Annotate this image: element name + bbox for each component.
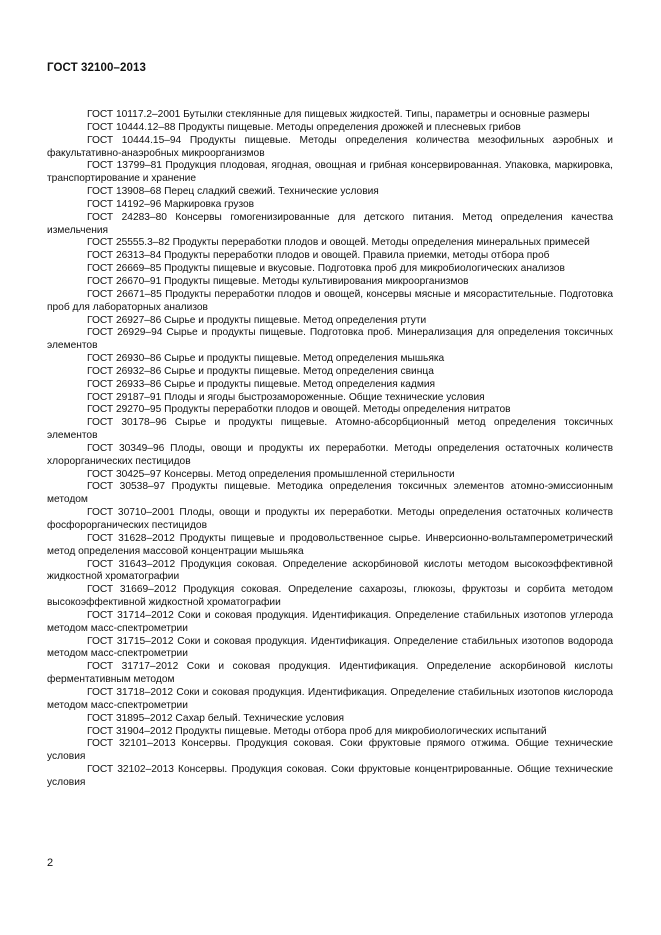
reference-item: ГОСТ 29187–91 Плоды и ягоды быстрозамороженные. Общие технические условия — [87, 391, 485, 403]
reference-item: ГОСТ 26930–86 Сырье и продукты пищевые. Метод определения мышьяка — [87, 353, 445, 365]
reference-item: ГОСТ 26927–86 Сырье и продукты пищевые. Метод определения ртути — [87, 314, 427, 326]
reference-item: ГОСТ 31904–2012 Продукты пищевые. Методы отбора проб для микробиологических испытаний — [87, 725, 547, 737]
reference-item: ГОСТ 31717–2012 Соки и соковая продукция. Идентификация. Определение аскорбиновой кислоты ферментативным методом — [47, 661, 613, 686]
reference-item: ГОСТ 26932–86 Сырье и продукты пищевые. Метод определения свинца — [87, 365, 434, 377]
reference-item: ГОСТ 13908–68 Перец сладкий свежий. Технические условия — [87, 186, 379, 198]
reference-item: ГОСТ 30710–2001 Плоды, овощи и продукты их переработки. Методы определения остаточных количеств фосфорорганических пестицидов — [47, 507, 613, 531]
reference-item: ГОСТ 31895–2012 Сахар белый. Технические условия — [87, 712, 345, 724]
reference-item: ГОСТ 30349–96 Плоды, овощи и продукты их переработки. Методы определения остаточных количеств хлорорганических пестицидов — [47, 442, 613, 467]
reference-item: ГОСТ 13799–81 Продукция плодовая, ягодная, овощная и грибная консервированная. Упаковка, маркировка, транспортирование и хранение — [47, 160, 613, 185]
reference-item: ГОСТ 32102–2013 Консервы. Продукция соковая. Соки фруктовые концентрированные. Общие технические условия — [47, 764, 613, 788]
reference-item: ГОСТ 31718–2012 Соки и соковая продукция. Идентификация. Определение стабильных изотопов кислорода методом масс-спектрометрии — [47, 686, 613, 711]
reference-item: ГОСТ 31628–2012 Продукты пищевые и продовольственное сырье. Инверсионно-вольтамперометрический метод определения массовой концентрации мышьяка — [47, 532, 613, 557]
document-header: ГОСТ 32100–2013 — [47, 62, 147, 74]
reference-item: ГОСТ 30538–97 Продукты пищевые. Методика определения токсичных элементов атомно-эмиссионным методом — [47, 481, 613, 506]
reference-item: ГОСТ 31669–2012 Продукция соковая. Определение сахарозы, глюкозы, фруктозы и сорбита методом высокоэффективной жидкостной хроматографии — [47, 584, 613, 609]
reference-item: ГОСТ 10444.15–94 Продукты пищевые. Методы определения количества мезофильных аэробных и факультативно-анаэробных микроорганизмов — [47, 134, 613, 159]
reference-item: ГОСТ 31643–2012 Продукция соковая. Определение аскорбиновой кислоты методом высокоэффективной жидкостной хроматографии — [47, 558, 613, 583]
page-number: 2 — [47, 857, 54, 869]
reference-item: ГОСТ 31715–2012 Соки и соковая продукция. Идентификация. Определение стабильных изотопов водорода методом масс-спектрометрии — [47, 635, 613, 660]
reference-item: ГОСТ 26670–91 Продукты пищевые. Методы культивирования микроорганизмов — [87, 275, 469, 287]
reference-item: ГОСТ 10117.2–2001 Бутылки стеклянные для пищевых жидкостей. Типы, параметры и основные размеры — [87, 109, 590, 120]
normative-references-list — [47, 109, 613, 790]
reference-item: ГОСТ 24283–80 Консервы гомогенизированные для детского питания. Метод определения качества измельчения — [47, 211, 613, 236]
reference-item: ГОСТ 25555.3–82 Продукты переработки плодов и овощей. Методы определения минеральных примесей — [87, 237, 590, 249]
reference-item: ГОСТ 29270–95 Продукты переработки плодов и овощей. Методы определения нитратов — [87, 404, 511, 416]
reference-item: ГОСТ 10444.12–88 Продукты пищевые. Методы определения дрожжей и плесневых грибов — [87, 121, 521, 133]
reference-item: ГОСТ 26671–85 Продукты переработки плодов и овощей, консервы мясные и мясорастительные. Подготовка проб для лабораторных анализов — [47, 288, 613, 313]
reference-item: ГОСТ 30425–97 Консервы. Метод определения промышленной стерильности — [87, 468, 455, 480]
reference-item: ГОСТ 26933–86 Сырье и продукты пищевые. Метод определения кадмия — [87, 378, 436, 390]
reference-item: ГОСТ 26929–94 Сырье и продукты пищевые. Подготовка проб. Минерализация для определения токсичных элементов — [47, 327, 613, 352]
reference-item: ГОСТ 14192–96 Маркировка грузов — [87, 198, 255, 210]
reference-item: ГОСТ 30178–96 Сырье и продукты пищевые. Атомно-абсорбционный метод определения токсичных элементов — [47, 417, 613, 442]
reference-item: ГОСТ 26669–85 Продукты пищевые и вкусовые. Подготовка проб для микробиологических анализов — [87, 263, 565, 275]
reference-item: ГОСТ 31714–2012 Соки и соковая продукция. Идентификация. Определение стабильных изотопов углерода методом масс-спектрометрии — [47, 609, 613, 634]
reference-item: ГОСТ 26313–84 Продукты переработки плодов и овощей. Правила приемки, методы отбора проб — [87, 250, 550, 262]
reference-item: ГОСТ 32101–2013 Консервы. Продукция соковая. Соки фруктовые прямого отжима. Общие технические условия — [47, 738, 613, 763]
